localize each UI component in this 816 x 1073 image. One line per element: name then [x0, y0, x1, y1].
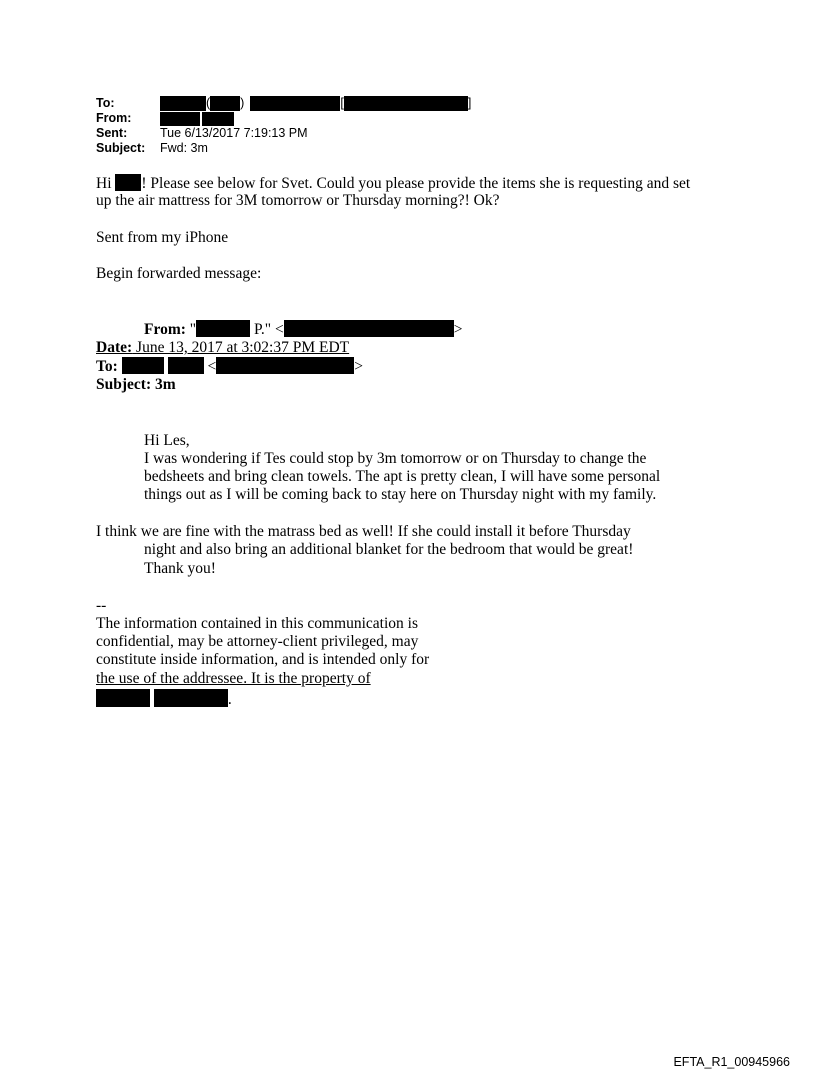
redaction-box [216, 357, 354, 374]
from-row [96, 111, 471, 126]
fwd-para1-line: things out as I will be coming back to stay here on Thursday night with my family. [144, 486, 657, 503]
redaction-box [210, 96, 240, 111]
subject-row [96, 141, 471, 156]
body-line-2: up the air mattress for 3M tomorrow or Thursday morning?! Ok? [96, 192, 500, 209]
to-bracket-open: [ [340, 96, 344, 110]
fwd-from-close: > [453, 321, 463, 338]
fwd-to-row [96, 357, 363, 376]
email-header [96, 96, 471, 156]
disclaimer-line: constitute inside information, and is intended only for [96, 651, 430, 668]
redaction-box [122, 357, 164, 374]
fwd-from-quote: " [189, 321, 197, 338]
disclaimer-period: . [227, 691, 232, 708]
sent-value: Tue 6/13/2017 7:19:13 PM [160, 126, 308, 140]
fwd-subject-value: 3m [154, 376, 176, 393]
disclaimer-line: The information contained in this communication is [96, 615, 418, 632]
fwd-from-row [144, 320, 462, 339]
fwd-greeting: Hi Les, [144, 432, 190, 449]
from-label: From: [96, 111, 132, 125]
body-line-1 [96, 174, 690, 193]
fwd-date-value: June 13, 2017 at 3:02:37 PM EDT [136, 339, 350, 356]
redaction-box [115, 174, 141, 191]
subject-value: Fwd: 3m [160, 141, 208, 155]
redaction-box [96, 689, 150, 707]
disclaimer-line: the use of the addressee. It is the property of [96, 670, 371, 687]
fwd-to-close: > [354, 358, 363, 375]
greeting-prefix: Hi [96, 175, 112, 192]
fwd-to-label: To: [96, 358, 118, 375]
forward-intro: Begin forwarded message: [96, 265, 262, 282]
fwd-subject-row [96, 376, 176, 394]
to-paren-open: ( [206, 96, 211, 110]
to-label: To: [96, 96, 115, 110]
fwd-subject-label: Subject: [96, 376, 152, 393]
fwd-from-name: P." < [253, 321, 284, 338]
fwd-para1-line: bedsheets and bring clean towels. The apt is pretty clean, I will have some personal [144, 468, 661, 485]
redaction-box [160, 96, 206, 111]
fwd-para1-line: I was wondering if Tes could stop by 3m tomorrow or on Thursday to change the [144, 450, 647, 467]
redaction-box [160, 112, 200, 126]
redaction-box [250, 96, 340, 111]
redaction-box [154, 689, 228, 707]
to-row [96, 96, 471, 111]
signature: Sent from my iPhone [96, 229, 229, 246]
to-bracket-close: ] [467, 96, 472, 110]
redaction-box [284, 320, 454, 337]
sent-row [96, 126, 471, 141]
fwd-date-label: Date: [96, 339, 133, 356]
disclaimer-line: confidential, may be attorney-client privileged, may [96, 633, 419, 650]
fwd-thanks: Thank you! [144, 560, 216, 577]
body-line-1-text: ! Please see below for Svet. Could you please provide the items she is requesting and set [141, 175, 691, 192]
to-paren-close: ) [240, 96, 245, 110]
redaction-box [202, 112, 234, 126]
fwd-para2-line: I think we are fine with the matrass bed as well! If she could install it before Thursday [96, 523, 631, 540]
subject-label: Subject: [96, 141, 146, 155]
document-id: EFTA_R1_00945966 [673, 1055, 790, 1069]
fwd-para2-line: night and also bring an additional blanket for the bedroom that would be great! [144, 541, 634, 558]
redaction-box [168, 357, 204, 374]
redaction-box [196, 320, 250, 337]
fwd-to-open: < [207, 358, 217, 375]
fwd-date-row [96, 339, 349, 357]
disclaimer-owner [96, 689, 232, 709]
redaction-box [344, 96, 468, 111]
disclaimer-dashes: -- [96, 597, 107, 614]
fwd-from-label: From: [144, 321, 186, 338]
sent-label: Sent: [96, 126, 128, 140]
